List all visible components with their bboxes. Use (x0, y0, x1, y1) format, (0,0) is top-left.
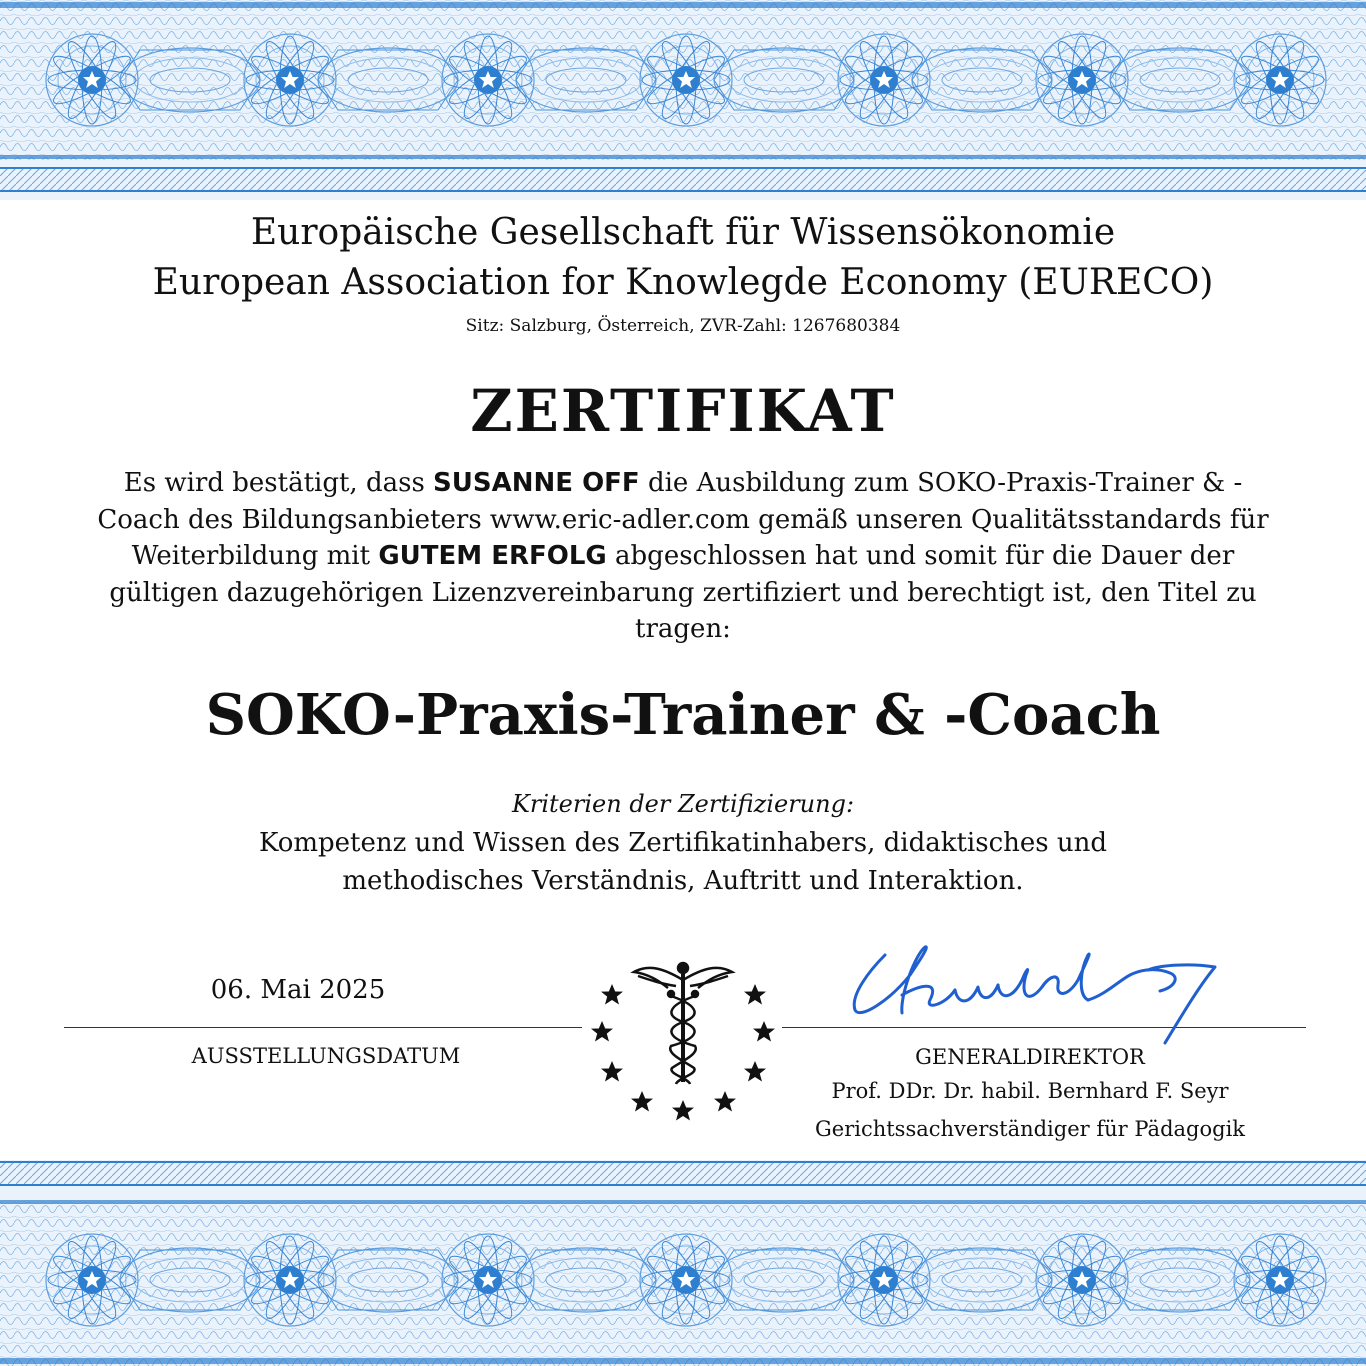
caduceus-emblem (578, 950, 788, 1130)
criteria-heading: Kriterien der Zertifizierung: (511, 790, 855, 818)
director-role: Gerichtssachverständiger für Pädagogik (814, 1117, 1246, 1141)
director-name: Prof. DDr. Dr. habil. Bernhard F. Seyr (831, 1079, 1229, 1103)
statement-part-2: die Ausbildung zum SOKO-Praxis-Trainer & -Coach des Bildungsanbieters www.eric-adler.com gemäß unseren Qualitätsstandards für Weiterbildung mit (97, 468, 1269, 571)
director-block (780, 1042, 1280, 1148)
grade: GUTEM ERFOLG (378, 541, 607, 571)
organization-seat: Sitz: Salzburg, Österreich, ZVR-Zahl: 1267680384 (465, 316, 901, 336)
organization-name-german: Europäische Gesellschaft für Wissensökonomie (250, 212, 1116, 253)
statement-part-3: abgeschlossen hat und somit für die Dauer der gültigen dazugehörigen Lizenzvereinbarung zertifiziert und berechtigt ist, den Titel zu tragen: (109, 541, 1257, 644)
organization-name-english: European Association for Knowlegde Economy (EURECO) (152, 262, 1214, 303)
awarded-title: SOKO-Praxis-Trainer & -Coach (205, 682, 1161, 748)
issue-date-label: AUSSTELLUNGSDATUM (191, 1044, 461, 1068)
date-signature-line (64, 1027, 582, 1028)
caduceus-icon (634, 963, 732, 1084)
guilloche-border-top (0, 0, 1366, 200)
signature-image (830, 925, 1240, 1055)
certificate-title: ZERTIFIKAT (470, 377, 896, 445)
criteria-text: Kompetenz und Wissen des Zertifikatinhabers, didaktisches und methodisches Verständnis, Auftritt und Interaktion. (258, 828, 1108, 896)
certificate-statement (90, 465, 1276, 648)
director-label: GENERALDIREKTOR (915, 1045, 1145, 1069)
guilloche-border-bottom (0, 1160, 1366, 1366)
holder-name: SUSANNE OFF (433, 468, 640, 498)
issue-date: 06. Mai 2025 (210, 975, 386, 1005)
statement-part-1: Es wird bestätigt, dass (123, 468, 434, 498)
